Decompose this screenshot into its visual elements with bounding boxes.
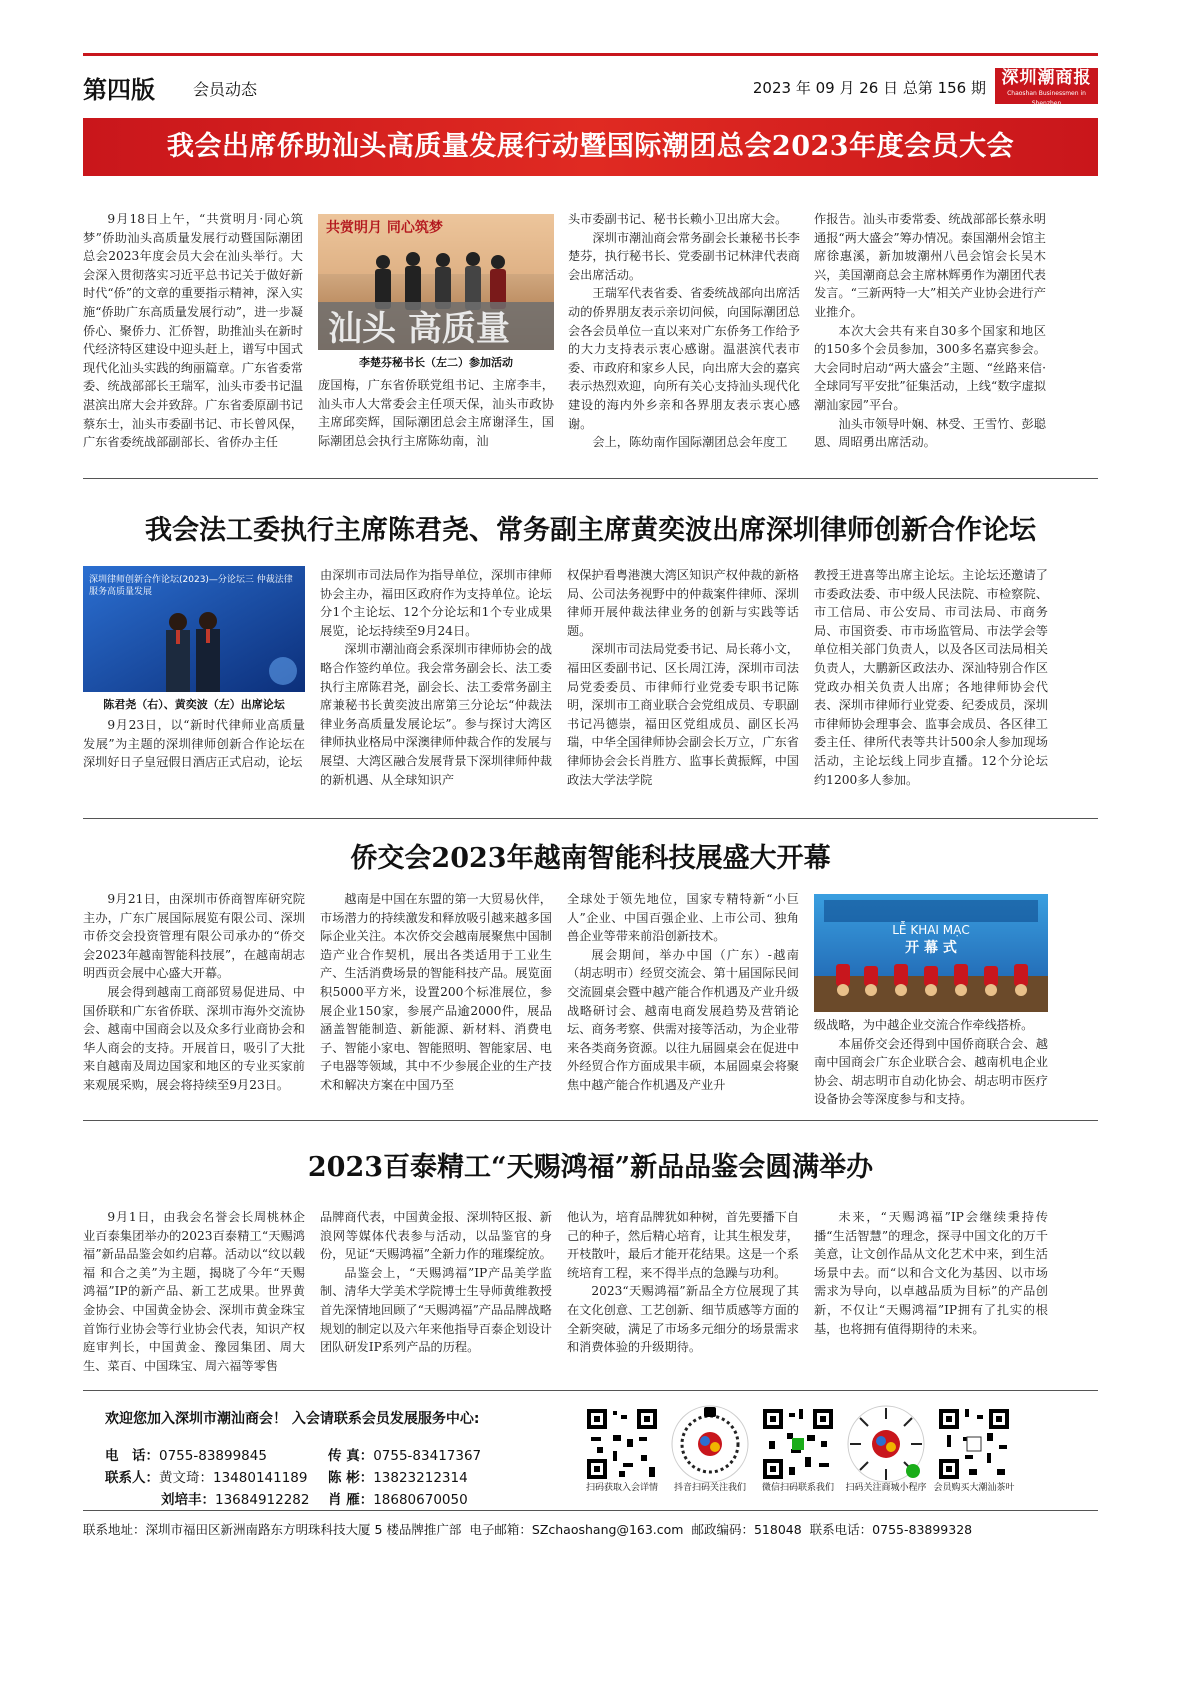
- article3-photo: [814, 894, 1048, 1012]
- address: 联系地址：深圳市福田区新洲南路东方明珠科技大厦 5 楼品牌推广部: [83, 1522, 462, 1537]
- article3-col3: [567, 890, 799, 1095]
- paragraph: 9月21日，由深圳市侨商智库研究院主办，广东广展国际展览有限公司、深圳市侨交会投资管理有限公司承办的“侨交会2023年越南智能科技展”，在越南胡志明西贡会展中心盛大开幕。: [83, 892, 305, 981]
- article3-col4: [814, 1016, 1048, 1109]
- contact-line-4: [328, 1488, 468, 1508]
- photo-sign-text: 汕头 高质量: [328, 309, 510, 349]
- paragraph: 展会得到越南工商部贸易促进局、中国侨联和广东省侨联、深圳市海外交流协会、越南中国商会以及众多行业商协会和华人商会的支持。开展首日，吸引了大批来自越南及周边国家和地区的专业买家前来观展采购，展会将持续至9月23日。: [83, 984, 305, 1092]
- section-divider: [83, 478, 1098, 479]
- headline-banner: [83, 118, 1098, 176]
- contact-name: 肖 雁：: [328, 1492, 374, 1508]
- fax-label: 传 真：: [328, 1448, 374, 1464]
- article2-photo-caption: 陈君尧（右）、黄奕波（左）出席论坛: [103, 698, 285, 711]
- article3-title: 侨交会2023年越南智能科技展盛大开幕: [350, 843, 831, 874]
- logo-text-cn: 深圳潮商报: [1001, 68, 1092, 88]
- edition-label: 第四版: [83, 76, 155, 104]
- article1-title: 我会出席侨助汕头高质量发展行动暨国际潮团总会2023年度会员大会: [166, 131, 1015, 162]
- qr-code-wechat[interactable]: [759, 1405, 837, 1483]
- qr-code-tea[interactable]: [935, 1405, 1013, 1483]
- qr-code-mall[interactable]: [847, 1405, 925, 1483]
- paragraph: 会上，陈幼南作国际潮团总会年度工: [592, 435, 788, 450]
- postcode: 邮政编码：518048: [691, 1522, 802, 1537]
- paragraph: 本次大会共有来自30多个国家和地区的150多个会员参加，300多名嘉宾参会。大会同时启动“两大盛会”主题、“丝路来信·全球同写平安批”征集活动，上线“数字虚拟潮汕家园”平台。: [814, 323, 1046, 412]
- article2-title: 我会法工委执行主席陈君尧、常务副主席黄奕波出席深圳律师创新合作论坛: [145, 515, 1036, 546]
- masthead: [83, 68, 1098, 108]
- contact-name: 黄文琦：: [159, 1470, 213, 1486]
- qr-code-icon: [935, 1405, 1013, 1483]
- section-label: 会员动态: [193, 80, 258, 99]
- article4-col3: [567, 1208, 799, 1357]
- paragraph: 本届侨交会还得到中国侨商联合会、越南中国商会广东企业联合会、越南机电企业协会、胡志明市自动化协会、胡志明市医疗设备协会等深度参与和支持。: [814, 1036, 1048, 1107]
- article1-col3: [568, 210, 800, 452]
- article2-col2: [320, 566, 552, 789]
- section-divider: [83, 1390, 1098, 1391]
- paragraph: 展会期间，举办中国（广东）-越南（胡志明市）经贸交流会、第十届国际民间交流圆桌会暨中越产能合作机遇及产业升级战略研讨会、越南电商发展趋势及营销论坛、商务考察、供需对接等活动，为企业带来各类商务资源。以往九届圆桌会在促进中外经贸合作方面成果丰硕，本届圆桌会将聚焦中越产能合作机遇及产业升: [567, 947, 799, 1092]
- article2-col4: [814, 566, 1048, 789]
- qr-caption: 扫码获取入会详情: [585, 1483, 658, 1493]
- contact-phone[interactable]: 联系电话：0755-83899328: [809, 1522, 973, 1537]
- fax-number: 0755-83417367: [373, 1448, 482, 1464]
- article1-col4: [814, 210, 1046, 452]
- membership-contact-box: [83, 1400, 1098, 1508]
- wechat-qr-icon: [759, 1405, 837, 1483]
- mini-program-code-icon: [847, 1405, 925, 1483]
- article3-col1: [83, 890, 305, 1095]
- paragraph: 由深圳市司法局作为指导单位，深圳市律师协会主办，福田区政府作为支持单位。论坛分1个主论坛、12个分论坛和1个专业成果展览，论坛持续至9月24日。: [320, 568, 552, 638]
- article1-col2: [318, 376, 554, 450]
- qr-code-membership[interactable]: [583, 1405, 661, 1483]
- dateline: 2023 年 09 月 26 日 总第 156 期: [752, 79, 986, 97]
- bottom-info-bar: [83, 1520, 1098, 1538]
- paragraph: 2023“天赐鸿福”新品全方位展现了其在文化创意、工艺创新、细节质感等方面的全新突破，满足了市场多元细分的场景需求和消费体验的升级期待。: [567, 1284, 799, 1355]
- paragraph: 头市委副书记、秘书长赖小卫出席大会。: [568, 212, 788, 226]
- qr-caption: 微信扫码联系我们: [761, 1483, 834, 1493]
- phone-number[interactable]: 0755-83899845: [159, 1448, 267, 1464]
- article2-photo: [83, 566, 305, 692]
- article4-col1: [83, 1208, 305, 1375]
- newspaper-logo: [995, 68, 1098, 107]
- photo-banner-text: 共赏明月 同心筑梦: [326, 220, 443, 236]
- paragraph: 权保护看粤港澳大湾区知识产权仲裁的新格局、公司法务视野中的仲裁案件律师、深圳律师开展仲裁法律业务的创新与实践等话题。: [567, 568, 799, 638]
- logo-text-en: Chaoshan Businessmen in Shenzhen: [1007, 90, 1086, 107]
- article2-col1: [83, 716, 305, 772]
- photo-screen-text-vn: LỄ KHAI MẠC: [892, 923, 970, 937]
- fax-line: [328, 1444, 481, 1464]
- photo-screen-text-cn: 开 幕 式: [905, 940, 957, 956]
- top-rule: [83, 53, 1098, 56]
- footer-divider: [83, 1510, 1098, 1511]
- qr-code-icon: [583, 1405, 661, 1483]
- paragraph: 品鉴会上，“天赐鸿福”IP产品美学监制、清华大学美术学院博士生导师黄维教授首先深情地回顾了“天赐鸿福”产品品牌战略规划的制定以及六年来他指导百泰企划设计团队研发IP系列产品的历程。: [320, 1265, 552, 1355]
- section-divider: [83, 818, 1098, 819]
- paragraph: 深圳市潮汕商会常务副会长兼秘书长李楚芬，执行秘书长、党委副书记林津代表商会出席活动。: [568, 230, 800, 282]
- qr-caption: 扫码关注商城小程序: [845, 1483, 927, 1493]
- paragraph: 9月23日，以“新时代律师业高质量发展”为主题的深圳律师创新合作论坛在深圳好日子皇冠假日酒店正式启动，论坛: [83, 718, 305, 770]
- contact-phone[interactable]: 13823212314: [373, 1470, 468, 1486]
- paragraph: 教授王进喜等出席主论坛。主论坛还邀请了市委政法委、市中级人民法院、市检察院、市工信局、市公安局、市司法局、市商务局、市国资委、市市场监管局、市法学会等单位相关部门负责人，以及各区司法局相关负责人，大鹏新区政法办、深汕特别合作区党政办相关负责人出席；各地律师协会代表、深圳市律师行业党委、纪委成员，深圳市律师协会理事会、监事会成员、各区律工委主任、律所代表等共计500余人参加现场活动，主论坛线上同步直播。12个分论坛约1200多人参加。: [814, 568, 1048, 787]
- paragraph: 越南是中国在东盟的第一大贸易伙伴，市场潜力的持续激发和释放吸引越来越多国际企业关注。本次侨交会越南展聚焦中国制造产业合作契机，展出各类适用于工业生产、生活消费场景的智能科技产品。展览面积5000平方米，设置200个标准展位，参展企业150家，参展产品逾2000件，展品涵盖智能制造、新能源、新材料、消费电子、智能小家电、智能照明、智能家居、电子电器等领域，其中不少参展企业的生产技术和解决方案在中国乃至: [320, 892, 552, 1092]
- qr-caption: 抖音扫码关注我们: [673, 1483, 746, 1493]
- email[interactable]: 电子邮箱：SZchaoshang@163.com: [469, 1522, 684, 1537]
- contact-phone[interactable]: 18680670050: [373, 1492, 468, 1508]
- join-invitation: 欢迎您加入深圳市潮汕商会！ 入会请联系会员发展服务中心:: [105, 1411, 480, 1427]
- article4-col4: [814, 1208, 1048, 1338]
- event-photo-image: [318, 214, 554, 350]
- paragraph: 9月18日上午，“共赏明月·同心筑梦”侨助汕头高质量发展行动暨国际潮团总会2023年度会员大会在汕头举行。大会深入贯彻落实习近平总书记关于做好新时代“侨”的文章的重要指示精神，深入实施“侨助广东高质量发展行动”，进一步凝侨心、聚侨力、汇侨智，助推汕头在新时代经济特区建设中迎头赶上，谱写中国式现代化汕头实践的绚丽篇章。广东省委常委、统战部部长王瑞军，汕头市委书记温湛滨出席大会并致辞。广东省委原副书记蔡东士，汕头市委副书记、市长曾风保，广东省委统战部副部长、省侨办主任: [83, 212, 303, 450]
- article1-col1: [83, 210, 303, 452]
- article2-col3: [567, 566, 799, 789]
- paragraph: 王瑞军代表省委、省委统战部向出席活动的侨界朋友表示亲切问候，向国际潮团总会各会员单位一直以来对广东侨务工作给予的大力支持表示衷心感谢。温湛滨代表市委、市政府和家乡人民，向出席大会的嘉宾表示热烈欢迎，向所有关心支持汕头现代化建设的海内外乡亲和各界朋友表示衷心感谢。: [568, 286, 800, 431]
- forum-photo-image: [83, 566, 305, 692]
- section-divider: [83, 1120, 1098, 1121]
- paragraph: 全球处于领先地位，国家专精特新“小巨人”企业、中国百强企业、上市公司、独角兽企业等带来前沿创新技术。: [567, 892, 799, 944]
- contact-line-1: [105, 1466, 307, 1486]
- paragraph: 他认为，培育品牌犹如种树，首先要播下自己的种子，然后精心培育，让其生根发芽，开枝散叶，最后才能开花结果。这是一个系统培育工程，来不得半点的急躁与功利。: [567, 1210, 799, 1280]
- paragraph: 未来，“天赐鸿福”IP会继续秉持传播“生活智慧”的理念，探寻中国文化的万千美意，让文创作品从文化艺术中来，到生活场景中去。而“以和合文化为基因、以市场需求为导向，以卓越品质为目标”的产品创新，不仅让“天赐鸿福”IP拥有了扎实的根基，也将拥有值得期待的未来。: [814, 1210, 1048, 1336]
- contact-label: 联系人：: [105, 1470, 159, 1486]
- paragraph: 庞国梅，广东省侨联党组书记、主席李丰，汕头市人大常委会主任项天保，汕头市政协主席邱奕辉，国际潮团总会主席谢泽生，国际潮团总会执行主席陈幼南，汕: [318, 378, 554, 448]
- contact-phone[interactable]: 13480141189: [213, 1470, 308, 1486]
- paragraph: 汕头市领导叶娴、林受、王雪竹、彭聪恩、周昭勇出席活动。: [814, 416, 1046, 450]
- paragraph: 9月1日，由我会名誉会长周桃林企业百泰集团举办的2023百泰精工“天赐鸿福”新品品鉴会如约启幕。活动以“纹以载福 和合之美”为主题，揭晓了今年“天赐鸿福”IP的新产品、新工艺成果。世界黄金协会、中国黄金协会、深圳市黄金珠宝首饰行业协会等行业协会代表，知识产权庭审判长，中国黄金、豫园集团、周大生、菜百、中国珠宝、周六福等零售: [83, 1210, 305, 1373]
- douyin-qr-icon: [671, 1405, 749, 1483]
- article1-photo-caption: 李楚芬秘书长（左二）参加活动: [359, 356, 513, 369]
- article4-col2: [320, 1208, 552, 1357]
- contact-line-3: [161, 1488, 309, 1508]
- photo-backdrop-text: 深圳律师创新合作论坛(2023)—分论坛三 仲裁法律服务高质量发展: [89, 575, 293, 597]
- paragraph: 级战略，为中越企业交流合作牵线搭桥。: [814, 1018, 1034, 1032]
- paragraph: 品牌商代表，中国黄金报、深圳特区报、新浪网等媒体代表参与活动，以品鉴官的身份，见证“天赐鸿福”全新力作的璀璨绽放。: [320, 1210, 552, 1262]
- contact-phone[interactable]: 13684912282: [215, 1492, 310, 1508]
- qr-caption: 会员购买大潮汕茶叶: [933, 1483, 1015, 1493]
- paragraph: 深圳市潮汕商会系深圳市律师协会的战略合作签约单位。我会常务副会长、法工委执行主席陈君尧，副会长、法工委常务副主席兼秘书长黄奕波出席第三分论坛“仲裁法律业务高质量发展论坛”。参与探讨大湾区律师执业格局中深澳律师仲裁合作的发展与展望、大湾区融合发展背景下深圳律师仲裁的新机遇、从全球知识产: [320, 642, 552, 787]
- contact-line-2: [328, 1466, 468, 1486]
- paragraph: 作报告。汕头市委常委、统战部部长蔡永明通报“两大盛会”筹办情况。泰国潮州会馆主席徐惠溪，新加坡潮州八邑会馆会长吴木兴，美国潮商总会主席林辉勇作为潮团代表发言。“三新两特一大”相关产业协会进行产业推介。: [814, 212, 1046, 319]
- phone-line: [105, 1444, 267, 1464]
- opening-ceremony-image: [814, 894, 1048, 1012]
- qr-code-douyin[interactable]: [671, 1405, 749, 1483]
- article4-title: 2023百泰精工“天赐鸿福”新品品鉴会圆满举办: [307, 1152, 874, 1183]
- paragraph: 深圳市司法局党委书记、局长蒋小文，福田区委副书记、区长周江涛，深圳市司法局党委委员、市律师行业党委专职书记陈明，深圳市工商业联合会党组成员、专职副书记冯德崇，福田区党组成员、副区长冯瑞，中华全国律师协会副会长万立，广东省律师协会会长肖胜方、监事长黄振辉，中国政法大学法学院: [567, 642, 799, 787]
- article3-col2: [320, 890, 552, 1095]
- contact-name: 陈 彬：: [328, 1470, 374, 1486]
- contact-name: 刘培丰：: [161, 1492, 215, 1508]
- phone-label: 电 话：: [105, 1448, 159, 1464]
- article1-photo: [318, 214, 554, 350]
